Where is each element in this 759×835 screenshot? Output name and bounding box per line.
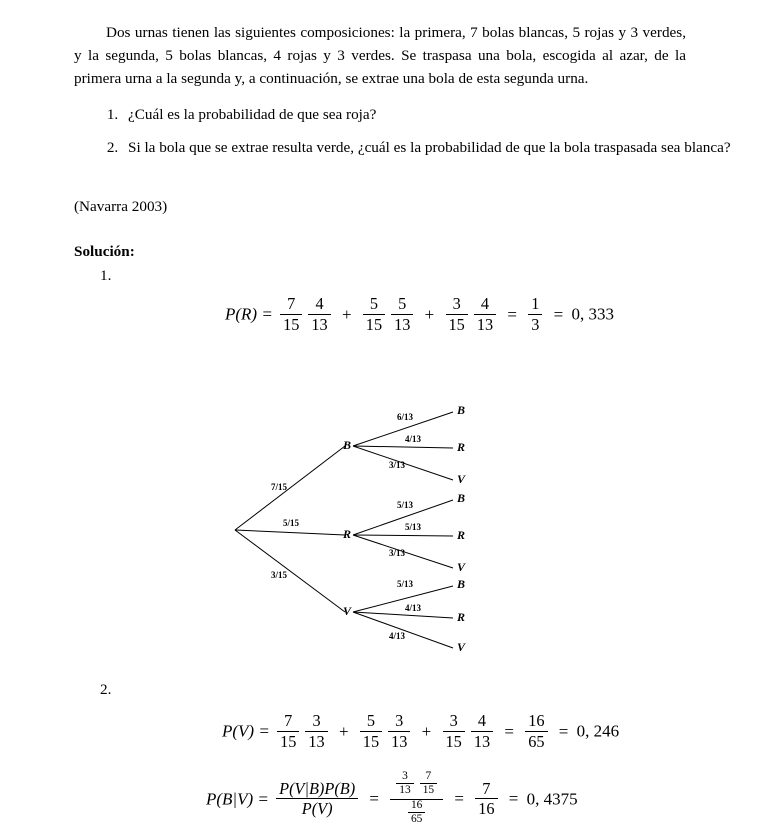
tree-leaf-b-b: B xyxy=(457,403,466,417)
question-item-1 xyxy=(122,104,736,127)
fraction xyxy=(471,712,493,751)
fraction-numerator: 3 xyxy=(312,711,321,730)
nested-numerator xyxy=(390,771,443,799)
fraction xyxy=(280,295,302,334)
fraction xyxy=(308,295,330,334)
fraction xyxy=(474,295,496,334)
plus-operator: + xyxy=(421,721,432,741)
fraction-denominator: 16 xyxy=(475,798,497,819)
equals-operator: = xyxy=(553,304,564,324)
equation-2 xyxy=(222,713,619,752)
solution-item-2-label: 2. xyxy=(100,681,112,698)
fraction-denominator: 13 xyxy=(471,731,493,752)
fraction-denominator: 13 xyxy=(308,314,330,335)
equals-operator: = xyxy=(558,721,569,741)
fraction-numerator: P(V|B)P(B) xyxy=(279,778,356,798)
fraction-numerator: 7 xyxy=(482,778,491,798)
bayes-fraction xyxy=(276,780,358,819)
equation-2-decimal: 0, 246 xyxy=(576,721,620,741)
tree-node-v1: V xyxy=(343,604,352,618)
fraction-denominator: 13 xyxy=(396,783,413,798)
fraction-result xyxy=(475,780,497,819)
tree-prob-v-b: 5/13 xyxy=(397,579,414,589)
fraction-denominator: 15 xyxy=(363,314,385,335)
question-list xyxy=(74,104,736,170)
fraction-denominator: 15 xyxy=(360,731,382,752)
fraction-denominator: 65 xyxy=(525,731,547,752)
nested-fraction xyxy=(390,771,443,828)
fraction xyxy=(388,712,410,751)
tree-node-b1: B xyxy=(343,438,352,452)
fraction-denominator: 13 xyxy=(391,314,413,335)
fraction-numerator: 5 xyxy=(366,711,376,730)
tree-prob-r-v: 3/13 xyxy=(389,548,406,558)
solution-heading: Solución: xyxy=(74,243,135,260)
tree-prob-b-r: 4/13 xyxy=(405,434,422,444)
fraction-denominator: 13 xyxy=(305,731,327,752)
fraction-denominator: P(V) xyxy=(276,798,358,819)
plus-operator: + xyxy=(341,304,352,324)
fraction-denominator: 15 xyxy=(280,314,302,335)
nested-denominator xyxy=(390,799,443,828)
equation-2-lhs: P(V) = xyxy=(222,721,270,741)
fraction-denominator: 65 xyxy=(408,812,425,827)
fraction xyxy=(391,295,413,334)
fraction-denominator: 13 xyxy=(474,314,496,335)
source-citation: (Navarra 2003) xyxy=(74,198,168,215)
tree-prob-r-b: 5/13 xyxy=(397,500,414,510)
plus-operator: + xyxy=(424,304,435,324)
fraction-denominator: 3 xyxy=(528,314,542,335)
tree-leaf-r-v: V xyxy=(457,560,466,574)
fraction xyxy=(396,770,413,798)
problem-statement xyxy=(74,21,686,90)
question-1-text: ¿Cuál es la probabilidad de que sea roja? xyxy=(128,106,377,123)
tree-leaf-r-b: B xyxy=(457,491,466,505)
tree-prob-b-v: 3/13 xyxy=(389,460,406,470)
tree-node-r1: R xyxy=(343,527,352,541)
fraction-denominator: 15 xyxy=(277,731,299,752)
equals-operator: = xyxy=(454,789,464,809)
tree-prob-v1: 3/15 xyxy=(271,570,288,580)
fraction-numerator: 7 xyxy=(425,770,432,782)
equation-1 xyxy=(225,296,614,335)
fraction-denominator: 13 xyxy=(388,731,410,752)
fraction-numerator: 3 xyxy=(452,294,461,313)
tree-leaf-b-v: V xyxy=(457,472,466,486)
fraction-result xyxy=(528,295,542,334)
fraction xyxy=(420,770,437,798)
fraction-denominator: 15 xyxy=(446,314,468,335)
plus-operator: + xyxy=(338,721,349,741)
fraction xyxy=(277,712,299,751)
fraction-result xyxy=(525,712,547,751)
fraction xyxy=(446,295,468,334)
tree-prob-v-r: 4/13 xyxy=(405,603,422,613)
equals-operator: = xyxy=(369,789,380,809)
statement-text: Dos urnas tienen las siguientes composiciones: la primera, 7 bolas blancas, 5 rojas y 3 verdes, y la segunda, 5 bolas blancas, 4 rojas y 3 verdes. Se traspasa una bola, escogida al azar, de la primera urna a la segunda y, a continuación, se extrae una bola de esta segunda urna. xyxy=(74,24,686,88)
equals-operator: = xyxy=(508,789,519,809)
fraction xyxy=(363,295,385,334)
question-2-text: Si la bola que se extrae resulta verde, ¿cuál es la probabilidad de que la bola traspasada sea blanca? xyxy=(128,138,731,156)
equals-operator: = xyxy=(507,304,517,324)
fraction-numerator: 16 xyxy=(528,711,545,730)
fraction-numerator: 4 xyxy=(315,294,324,313)
tree-prob-b1: 7/15 xyxy=(271,482,288,492)
tree-leaf-r-r: R xyxy=(457,528,466,542)
fraction-numerator: 3 xyxy=(449,711,458,730)
fraction-numerator: 3 xyxy=(395,711,404,730)
tree-prob-r1: 5/15 xyxy=(283,518,300,528)
fraction-numerator: 7 xyxy=(287,294,296,313)
fraction xyxy=(443,712,465,751)
probability-tree-diagram xyxy=(225,390,515,656)
equation-3 xyxy=(206,772,578,829)
fraction xyxy=(408,799,425,827)
tree-prob-b-b: 6/13 xyxy=(397,412,414,422)
equation-1-decimal: 0, 333 xyxy=(571,304,614,324)
tree-leaf-v-v: V xyxy=(457,640,466,654)
fraction-denominator: 15 xyxy=(443,731,465,752)
equation-1-lhs: P(R) = xyxy=(225,304,273,324)
tree-leaf-v-r: R xyxy=(457,610,466,624)
fraction-numerator: 5 xyxy=(369,294,379,313)
fraction-numerator: 5 xyxy=(398,294,407,313)
fraction-denominator: 15 xyxy=(420,783,437,798)
fraction-numerator: 7 xyxy=(284,711,293,730)
solution-item-1-label: 1. xyxy=(100,267,112,284)
tree-leaf-v-b: B xyxy=(457,577,466,591)
fraction-numerator: 4 xyxy=(480,294,490,313)
fraction-numerator: 1 xyxy=(531,294,540,313)
equation-3-decimal: 0, 4375 xyxy=(526,789,578,809)
fraction xyxy=(305,712,327,751)
tree-leaf-b-r: R xyxy=(457,440,466,454)
tree-prob-v-v: 4/13 xyxy=(389,631,406,641)
fraction xyxy=(360,712,382,751)
fraction-numerator: 4 xyxy=(477,711,487,730)
fraction-numerator: 3 xyxy=(402,770,408,782)
fraction-numerator: 16 xyxy=(410,798,423,811)
question-item-2 xyxy=(122,137,736,160)
tree-prob-r-r: 5/13 xyxy=(405,522,422,532)
equation-3-lhs: P(B|V) = xyxy=(206,789,269,809)
tree-lines xyxy=(225,390,515,656)
equals-operator: = xyxy=(504,721,514,741)
